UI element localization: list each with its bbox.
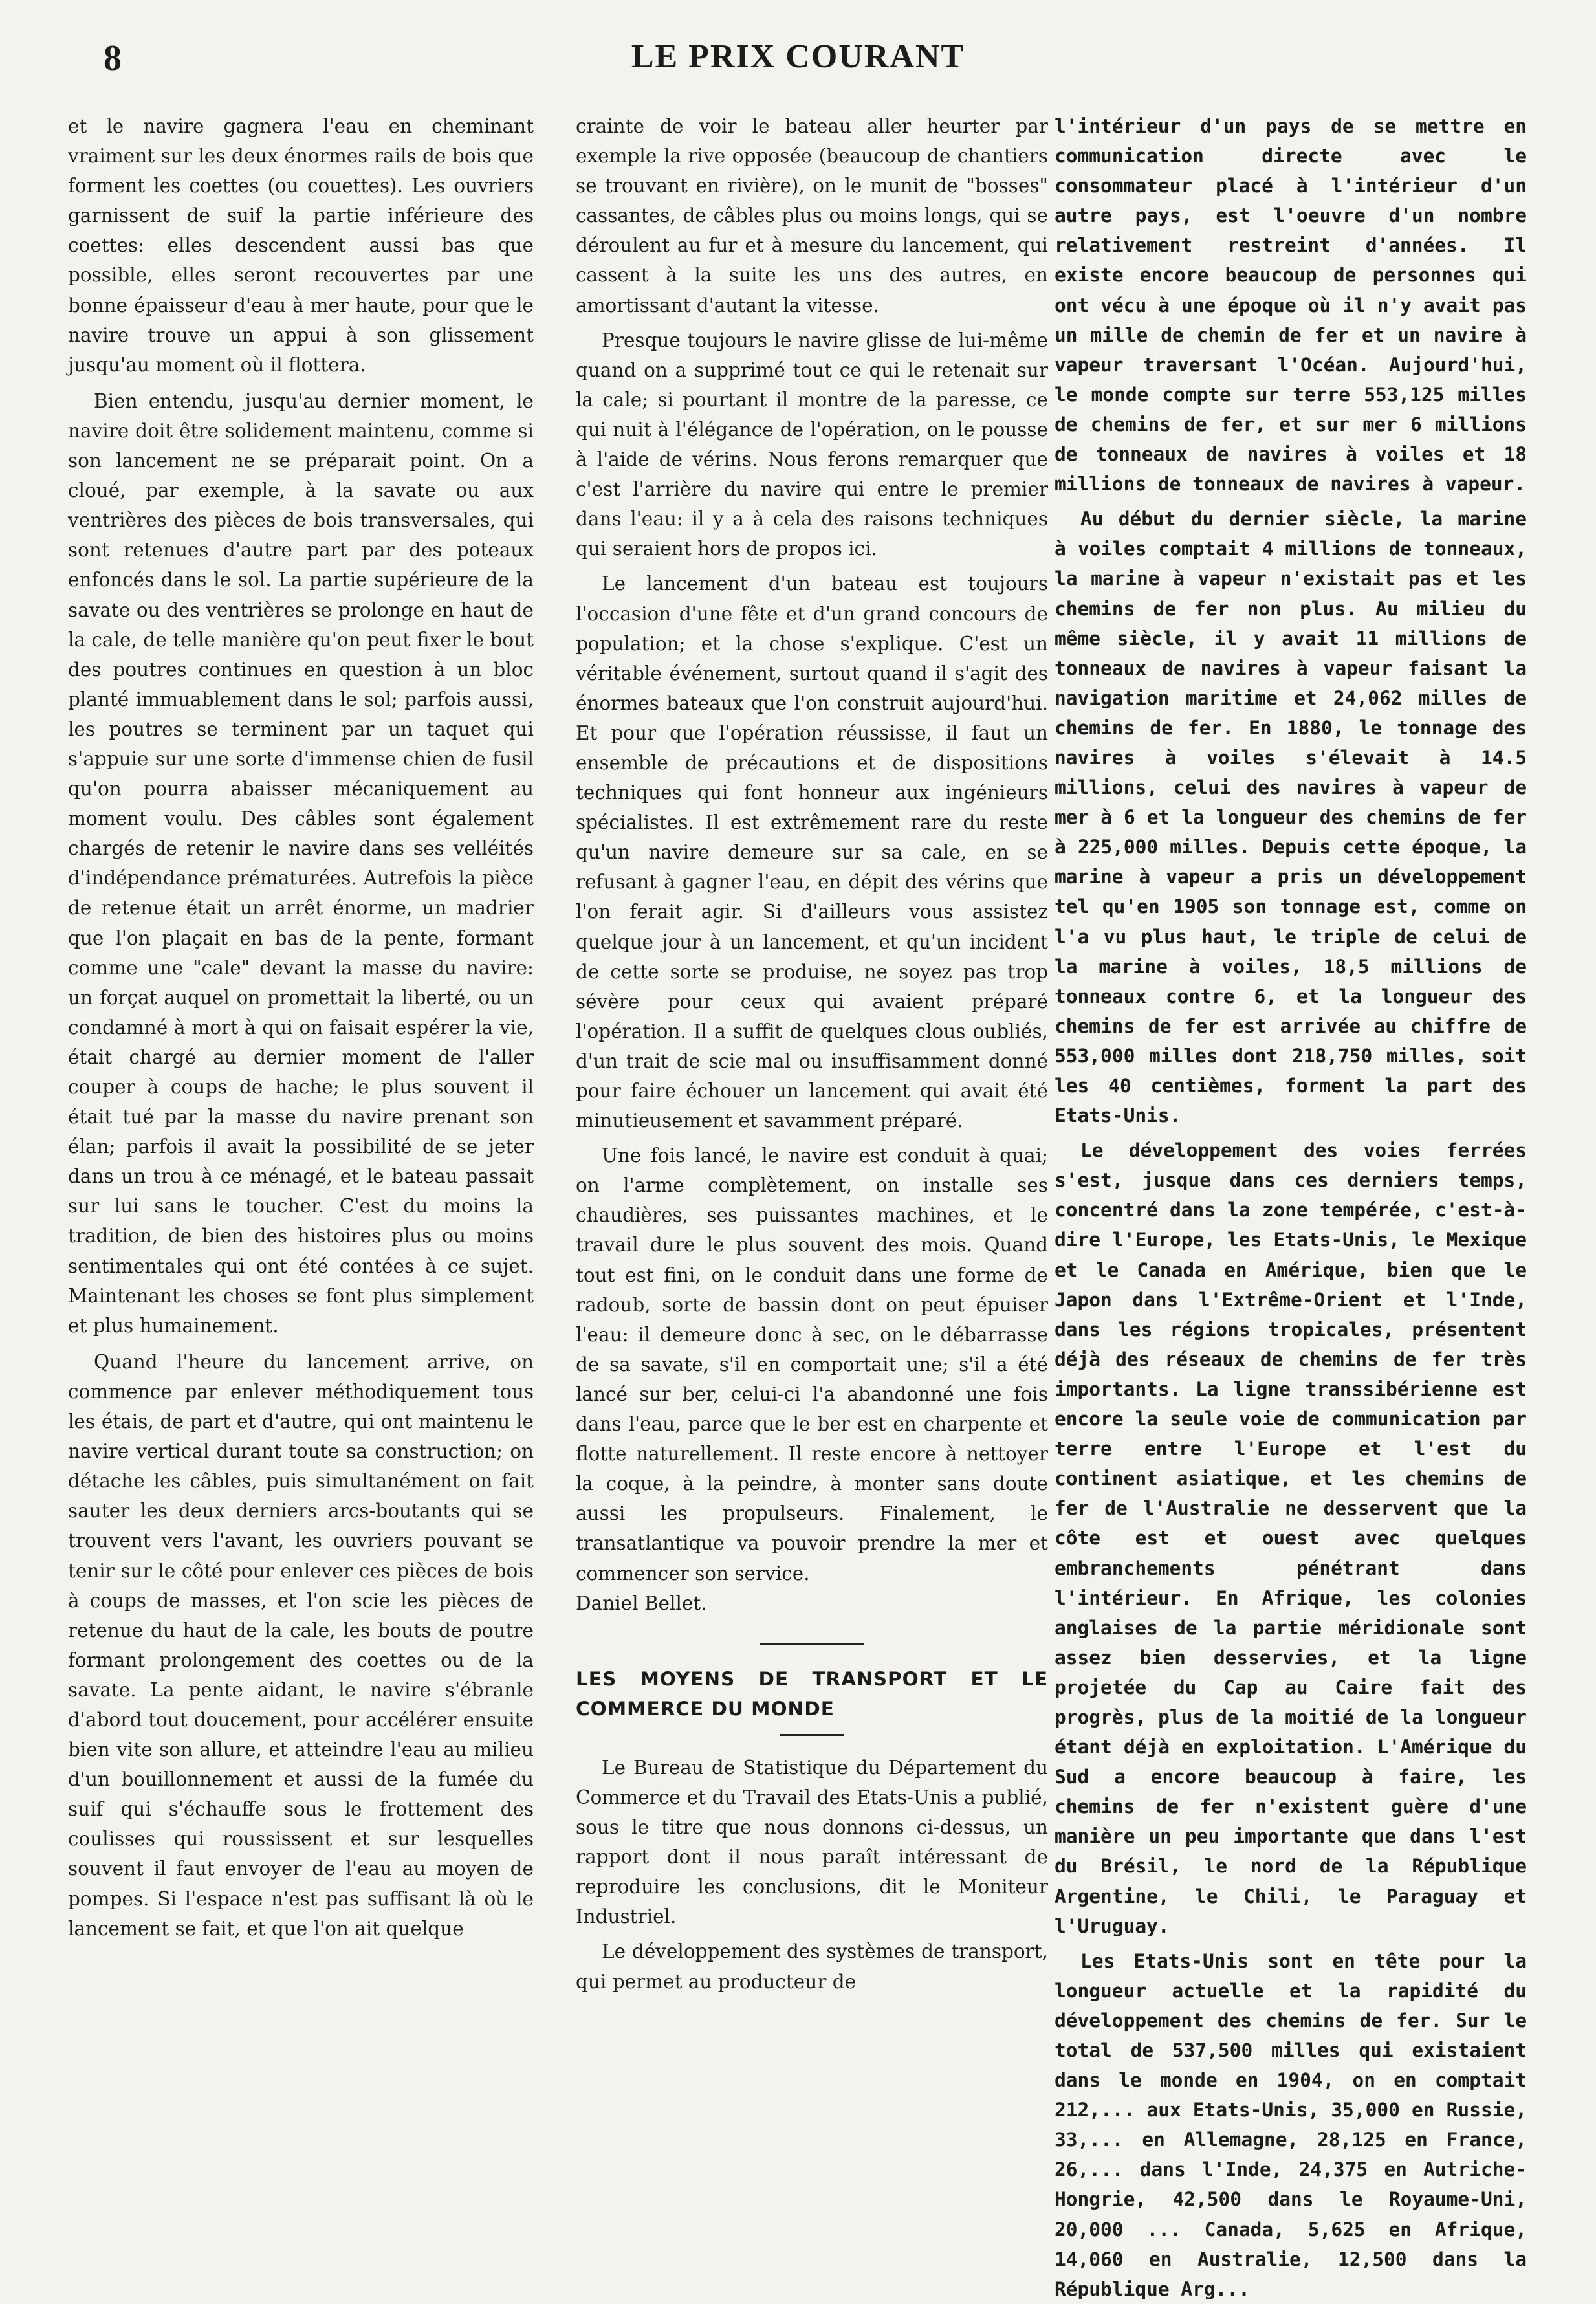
paragraph: l'intérieur d'un pays de se mettre en communication directe avec le consommateur placé à l'intérieur d'un autre pays, est l'oeuvre d'un nombre relativement restreint d'années. Il existe encore beaucoup de personnes qui ont vécu à une époque où il n'y avait pas un mille de chemin de fer et un navire à vapeur traversant l'Océan. Aujourd'hui, le monde compte sur terre 553,125 milles de chemins de fer, et sur mer 6 millions de tonneaux de navires à voiles et 18 millions de tonneaux de navires à vapeur. [1055,115,1527,496]
paragraph: Au début du dernier siècle, la marine à voiles comptait 4 millions de tonneaux, la marine à vapeur n'existait pas et les chemins de fer non plus. Au milieu du même siècle, il y avait 11 millions de tonneaux de navires à vapeur faisant la navigation maritime et 24,062 milles de chemins de fer. En 1880, le tonnage des navires à voiles s'élevait à 14.5 millions, celui des navires à vapeur de mer à 6 et la longueur des chemins de fer à 225,000 milles. Depuis cette époque, la marine à vapeur a pris un développement tel qu'en 1905 son tonnage est, comme on l'a vu plus haut, le triple de celui de la marine à voiles, 18,5 millions de tonneaux contre 6, et la longueur des chemins de fer est arrivée au chiffre de 553,000 milles dont 218,750 milles, soit les 40 centièmes, forment la part des Etats-Unis. [1055,508,1527,1127]
paragraph: Le développement des voies ferrées s'est, jusque dans ces derniers temps, concentré dans la zone tempérée, c'est-à-dire l'Europe, les Etats-Unis, le Mexique et le Canada en Amérique, bien que le Japon dans l'Extrême-Orient et l'Inde, dans les régions tropicales, présentent déjà des réseaux de chemins de fer très importants. La ligne transsibérienne est encore la seule voie de communication par terre entre l'Europe et l'est du continent asiatique, et les chemins de fer de l'Australie ne desservent que la côte est et ouest avec quelques embranchements pénétrant dans l'intérieur. En Afrique, les colonies anglaises de la partie méridionale sont assez bien desservies, et la ligne projetée du Cap au Caire fait des progrès, plus de la moitié de la longueur étant déjà en exploitation. L'Amérique du Sud a encore beaucoup à faire, les chemins de fer n'existent guère d'une manière un peu importante que dans l'est du Brésil, le nord de la République Argentine, le Chili, le Paraguay et l'Uruguay. [1055,1139,1527,1937]
paragraph: Les Etats-Unis sont en tête pour la longueur actuelle et la rapidité du développement des chemins de fer. Sur le total de 537,500 milles qui existaient dans le monde en 1904, on en comptait 212,... aux Etats-Unis, 35,000 en Russie, 33,... en Allemagne, 28,125 en France, 26,... dans l'Inde, 24,375 en Autriche-Hongrie, 42,500 dans le Royaume-Uni, 20,000 ... Canada, 5,625 en Afrique, 14,060 en Australie, 12,500 dans la République Arg... [1055,1949,1527,2300]
page-number: 8 [104,38,122,78]
paragraph: Le Bureau de Statistique du Département du Commerce et du Travail des Etats-Unis a publié, sous le titre que nous donnons ci-dessus, un rapport dont il nous paraît intéressant de reproduire les conclusions, dit le Moniteur Industriel. [576,1756,1048,1928]
heading-rule [780,1734,844,1736]
section-heading: LES MOYENS DE TRANSPORT ET LE COMMERCE DU MONDE [576,1667,1048,1720]
column-3 [1055,111,1527,2304]
running-head-title: LE PRIX COURANT [631,38,965,75]
paragraph: Le lancement d'un bateau est toujours l'occasion d'une fête et d'un grand concours de population; et la chose s'explique. C'est un véritable événement, surtout quand il s'agit des énormes bateaux que l'on construit aujourd'hui. Et pour que l'opération réussisse, il faut un ensemble de précautions et de dispositions techniques qui font honneur aux ingénieurs spécialistes. Il est extrêmement rare du reste qu'un navire demeure sur sa cale, en se refusant à gagner l'eau, en dépit des vérins que l'on ferait agir. Si d'ailleurs vous assistez quelque jour à un lancement, et qu'un incident de cette sorte se produise, ne soyez pas trop sévère pour ceux qui avaient préparé l'opération. Il a suffit de quelques clous oubliés, d'un trait de scie mal ou insuffisamment donné pour faire échouer un lancement qui avait été minutieusement et savamment préparé. [576,573,1048,1132]
paragraph: Bien entendu, jusqu'au dernier moment, le navire doit être solidement maintenu, comme si son lancement ne se préparait point. On a cloué, par exemple, à la savate ou aux ventrières des pièces de bois transversales, qui sont retenues d'autre part par des poteaux enfoncés dans le sol. La partie supérieure de la savate ou des ventrières se prolonge en haut de la cale, de telle manière qu'on peut fixer le bout des poutres continues en question à un bloc planté immuablement dans le sol; parfois aussi, les poutres se terminent par un taquet qui s'appuie sur une sorte d'immense chien de fusil qu'on pourra abaisser mécaniquement au moment voulu. Des câbles sont également chargés de retenir le navire dans ses velléités d'indépendance prématurées. Autrefois la pièce de retenue était un arrêt énorme, un madrier que l'on plaçait en bas de la pente, formant comme une "cale" devant la masse du navire: un forçat auquel on promettait la liberté, ou un condamné à mort à qui on faisait espérer la vie, était chargé au dernier moment de l'aller couper à coups de hache; le plus souvent il était tué par la masse du navire prenant son élan; parfois il avait la possibilité de se jeter dans un trou à ce ménagé, et le bateau passait sur lui sans le toucher. C'est du moins la tradition, de bien des histoires plus ou moins sentimentales qui ont été contées à ce sujet. Maintenant les choses se font plus simplement et plus humainement. [68,389,534,1337]
paragraph: Presque toujours le navire glisse de lui-même quand on a supprimé tout ce qui le retenait sur la cale; si pourtant il montre de la paresse, ce qui nuit à l'élégance de l'opération, on le pousse à l'aide de vérins. Nous ferons remarquer que c'est l'arrière du navire qui entre le premier dans l'eau: il y a à cela des raisons techniques qui seraient hors de propos ici. [576,329,1048,560]
paragraph: Le développement des systèmes de transport, qui permet au producteur de [576,1940,1048,1993]
column-1 [68,111,534,1944]
column-2 [576,111,1048,1997]
paragraph: crainte de voir le bateau aller heurter par exemple la rive opposée (beaucoup de chantiers se trouvant en rivière), on le munit de "bosses" cassantes, de câbles plus ou moins longs, qui se déroulent au fur et à mesure du lancement, qui cassent à la suite les uns des autres, en amortissant d'autant la vitesse. [576,115,1048,316]
author-signature: Daniel Bellet. [576,1592,707,1614]
section-divider [760,1643,864,1645]
paragraph: et le navire gagnera l'eau en cheminant vraiment sur les deux énormes rails de bois que forment les coettes (ou couettes). Les ouvriers garnissent de suif la partie inférieure des coettes: elles descendent aussi bas que possible, elles seront recouvertes par une bonne épaisseur d'eau à mer haute, pour que le navire trouve un appui à son glissement jusqu'au moment où il flottera. [68,115,534,376]
paragraph: Une fois lancé, le navire est conduit à quai; on l'arme complètement, on installe ses chaudières, ses puissantes machines, et le travail dure le plus souvent des mois. Quand tout est fini, on le conduit dans une forme de radoub, sorte de bassin dont on peut épuiser l'eau: il demeure donc à sec, on le débarrasse de sa savate, s'il en comportait une; s'il a été lancé sur ber, celui-ci l'a abandonné une fois dans l'eau, parce que le ber est en charpente et flotte naturellement. Il reste encore à nettoyer la coque, à la peindre, à monter sans doute aussi les propulseurs. Finalement, le transatlantique va pouvoir prendre la mer et commencer son service. [576,1145,1048,1585]
paragraph: Quand l'heure du lancement arrive, on commence par enlever méthodiquement tous les étais, de part et d'autre, qui ont maintenu le navire vertical durant toute sa construction; on détache les câbles, puis simultanément on fait sauter les deux derniers arcs-boutants qui se trouvent vers l'avant, les ouvriers pouvant se tenir sur le côté pour enlever ces pièces de bois à coups de masses, et l'on scie les pièces de retenue du haut de la cale, les bouts de poutre formant prolongement des coettes ou de la savate. La pente aidant, le navire s'ébranle d'abord tout doucement, pour accélérer ensuite bien vite son allure, et atteindre l'eau au milieu d'un bouillonnement et aussi de la fumée du suif qui s'échauffe sous le frottement des coulisses qui roussissent et sur lesquelles souvent il faut envoyer de l'eau au moyen de pompes. Si l'espace n'est pas suffisant là où le lancement se fait, et que l'on ait quelque [68,1350,534,1940]
